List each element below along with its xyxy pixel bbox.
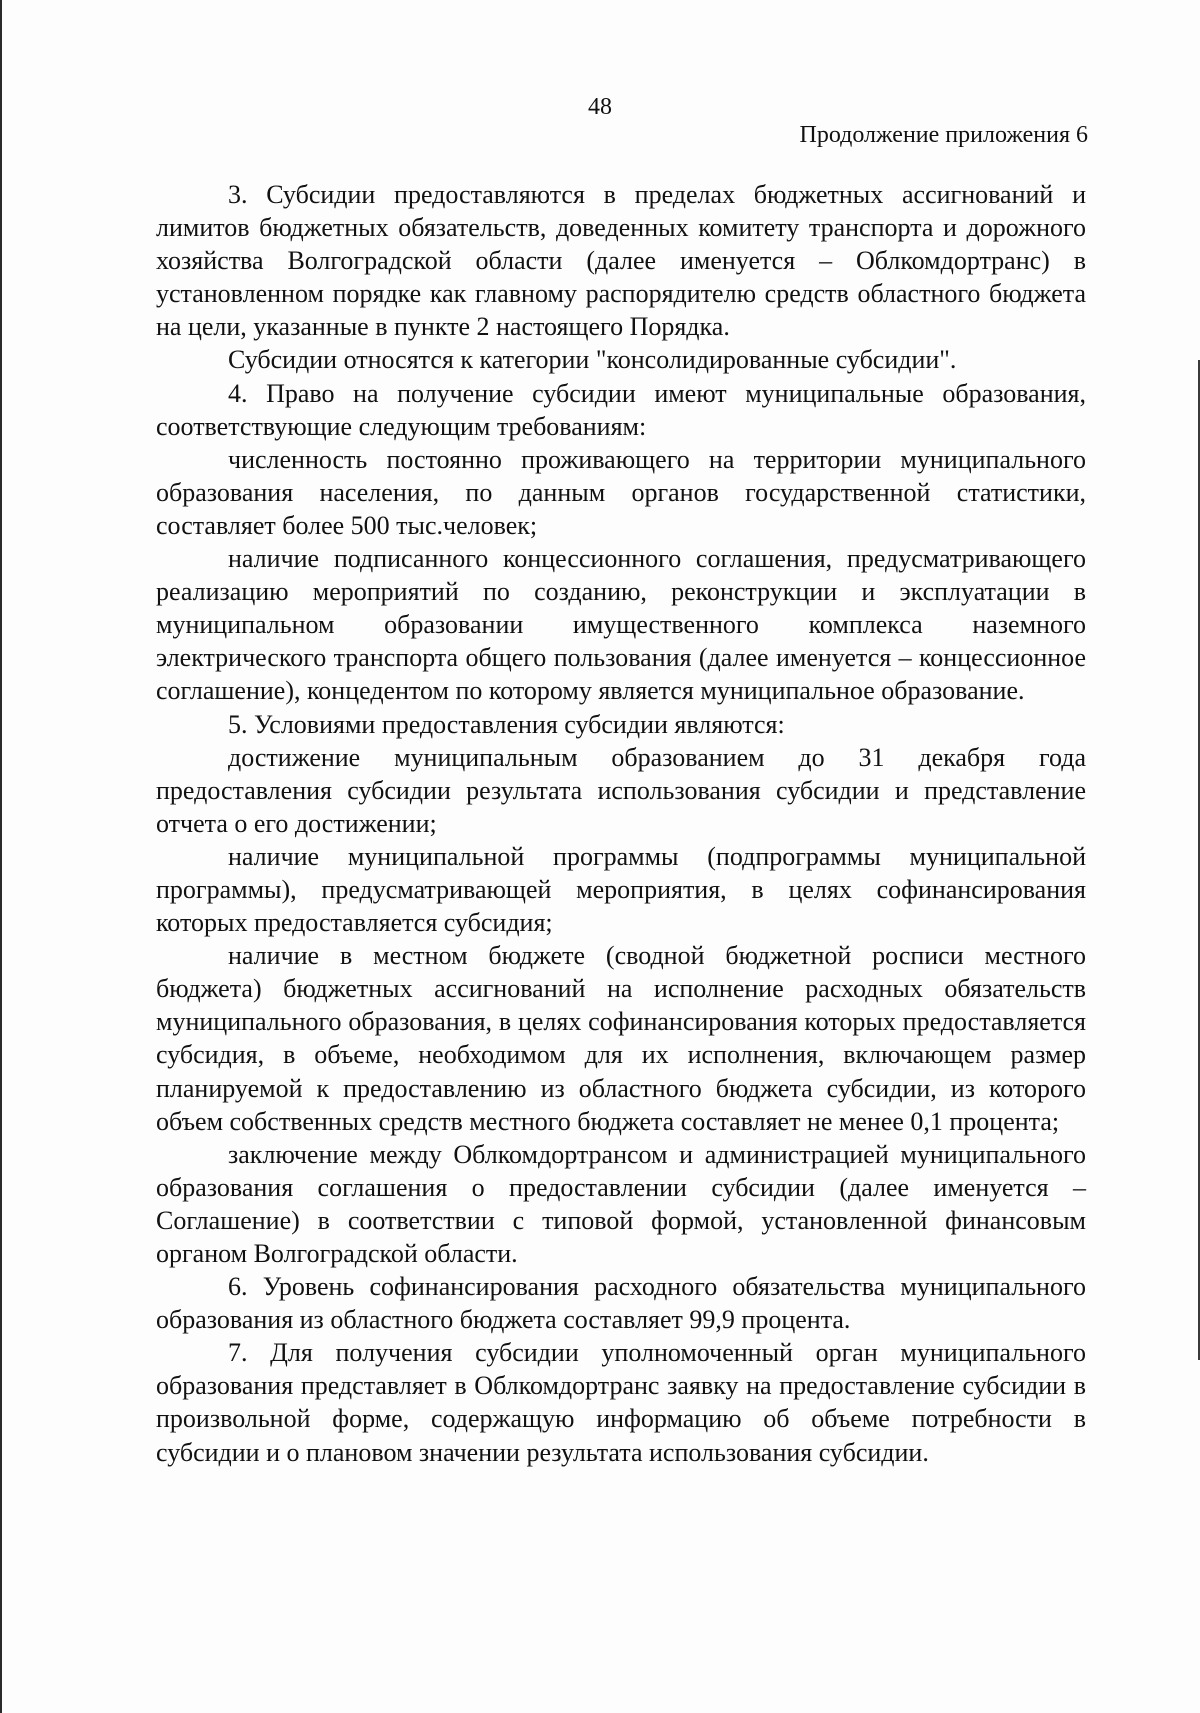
paragraph-4: 4. Право на получение субсидии имеют муниципальные образования, соответствующие следующим требованиям:	[156, 378, 1086, 441]
paragraph-agreement-condition: заключение между Облкомдортрансом и администрацией муниципального образования соглашения о предоставлении субсидии (далее именуется – Соглашение) в соответствии с типовой формой, установленной финансовым органом Волгоградской области.	[156, 1139, 1086, 1268]
document-body	[156, 178, 1086, 1469]
paragraph-program-condition: наличие муниципальной программы (подпрограммы муниципальной программы), предусматривающей мероприятия, в целях софинансирования которых предоставляется субсидия;	[156, 841, 1086, 938]
appendix-continuation-note: Продолжение приложения 6	[799, 122, 1088, 148]
paragraph-population-requirement: численность постоянно проживающего на территории муниципального образования населения, по данным органов государственной статистики, составляет более 500 тыс.человек;	[156, 444, 1086, 540]
paragraph-5: 5. Условиями предоставления субсидии являются:	[228, 709, 785, 739]
paragraph-result-condition: достижение муниципальным образованием до 31 декабря года предоставления субсидии результата использования субсидии и представление отчета о его достижении;	[156, 742, 1086, 838]
paragraph-6: 6. Уровень софинансирования расходного обязательства муниципального образования из областного бюджета составляет 99,9 процента.	[156, 1272, 1086, 1335]
paragraph-budget-condition: наличие в местном бюджете (сводной бюджетной росписи местного бюджета) бюджетных ассигнований на исполнение расходных обязательств муниципального образования, в целях софинансирования которых предоставляется субсидия, в объеме, необходимом для их исполнения, включающем размер планируемой к предоставлению из областного бюджета субсидии, из которого объем собственных средств местного бюджета составляет не менее 0,1 процента;	[156, 941, 1086, 1136]
paragraph-concession-requirement: наличие подписанного концессионного соглашения, предусматривающего реализацию мероприятий по созданию, реконструкции и эксплуатации в муниципальном образовании имущественного комплекса наземного электрического транспорта общего пользования (далее именуется – концессионное соглашение), концедентом по которому является муниципальное образование.	[156, 544, 1086, 706]
paragraph-3: 3. Субсидии предоставляются в пределах бюджетных ассигнований и лимитов бюджетных обязательств, доведенных комитету транспорта и дорожного хозяйства Волгоградской области (далее именуется – Облкомдортранс) в установленном порядке как главному распорядителю средств областного бюджета на цели, указанные в пункте 2 настоящего Порядка.	[156, 180, 1086, 342]
paragraph-7: 7. Для получения субсидии уполномоченный орган муниципального образования представляет в Облкомдортранс заявку на предоставление субсидии в произвольной форме, содержащую информацию об объеме потребности в субсидии и о плановом значении результата использования субсидии.	[156, 1338, 1086, 1467]
scan-left-edge	[0, 0, 2, 1713]
page-number: 48	[588, 94, 612, 120]
paragraph-subsidy-category: Субсидии относятся к категории "консолидированные субсидии".	[228, 345, 957, 375]
